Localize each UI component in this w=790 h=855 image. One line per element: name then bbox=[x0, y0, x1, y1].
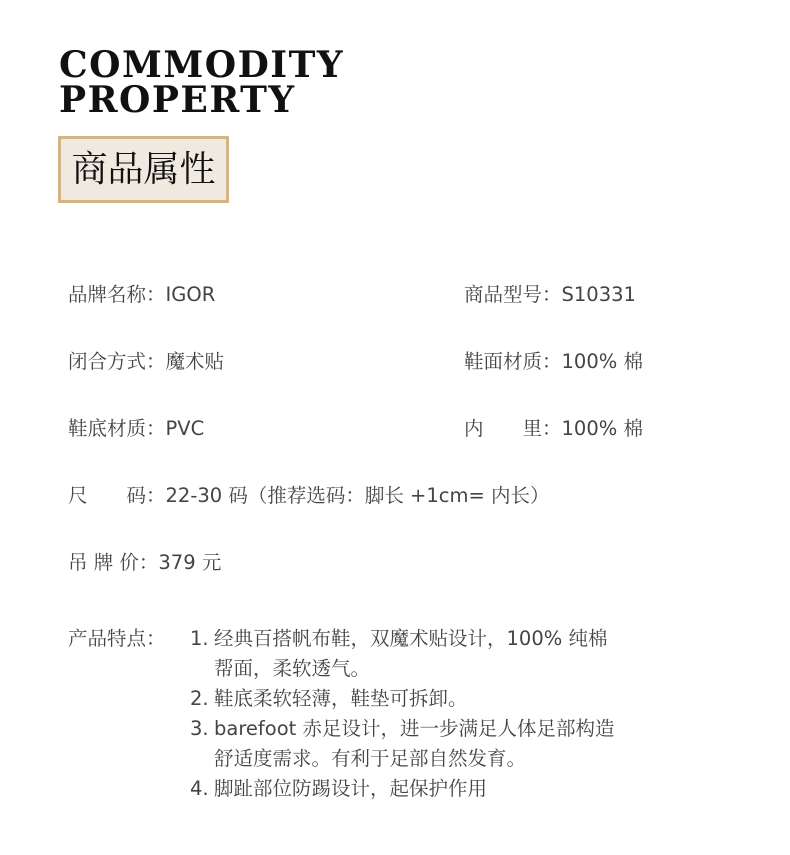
feature-number: 1. bbox=[190, 627, 209, 650]
feature-text: 帮面，柔软透气。 bbox=[214, 657, 371, 680]
feature-text: 鞋底柔软轻薄，鞋垫可拆卸。 bbox=[214, 687, 468, 710]
property-lining: 内 里：100% 棉 bbox=[464, 417, 643, 440]
features-list bbox=[190, 624, 670, 804]
feature-text: 经典百搭帆布鞋，双魔术贴设计，100% 纯棉 bbox=[214, 627, 608, 650]
property-closure: 闭合方式：魔术贴 bbox=[68, 350, 225, 373]
feature-text: 脚趾部位防踢设计，起保护作用 bbox=[214, 777, 488, 800]
english-heading bbox=[59, 44, 345, 121]
feature-text: barefoot 赤足设计，进一步满足人体足部构造 bbox=[214, 717, 615, 740]
feature-text: 舒适度需求。有利于足部自然发育。 bbox=[214, 747, 527, 770]
property-tag-price: 吊 牌 价：379 元 bbox=[68, 551, 222, 574]
property-upper-material: 鞋面材质：100% 棉 bbox=[464, 350, 643, 373]
feature-number: 2. bbox=[190, 687, 209, 710]
chinese-heading-badge bbox=[58, 136, 229, 203]
english-heading-line1: COMMODITY bbox=[59, 44, 345, 86]
feature-item bbox=[190, 714, 670, 774]
property-size: 尺 码：22-30 码（推荐选码：脚长 +1cm= 内长） bbox=[68, 484, 550, 507]
feature-item bbox=[190, 624, 670, 684]
property-model: 商品型号：S10331 bbox=[464, 283, 636, 306]
feature-item bbox=[190, 684, 670, 714]
feature-item bbox=[190, 774, 670, 804]
property-sole-material: 鞋底材质：PVC bbox=[68, 417, 205, 440]
feature-number: 3. bbox=[190, 717, 209, 740]
feature-number: 4. bbox=[190, 777, 209, 800]
chinese-heading: 商品属性 bbox=[71, 148, 216, 190]
property-brand: 品牌名称：IGOR bbox=[68, 283, 216, 306]
features-label: 产品特点： bbox=[68, 627, 166, 650]
english-heading-line2: PROPERTY bbox=[59, 79, 296, 121]
